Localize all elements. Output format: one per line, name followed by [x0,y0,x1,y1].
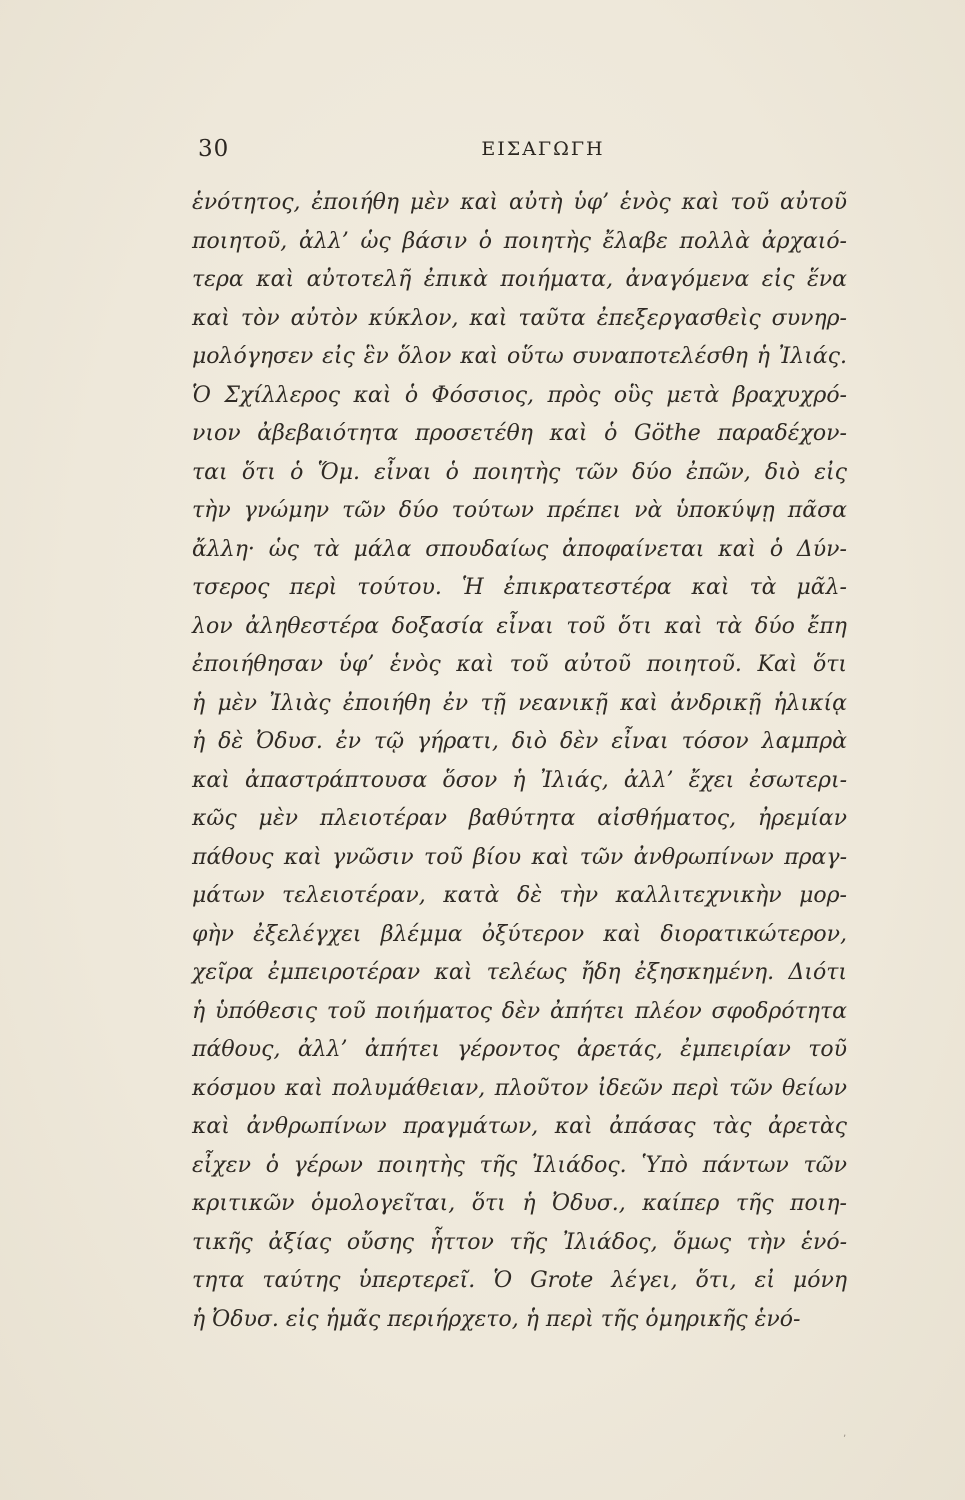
text-line: φὴν ἐξελέγχει βλέμμα ὀξύτερον καὶ διορατικώτερον, [192,921,847,947]
text-line: τικῆς ἀξίας οὔσης ἧττον τῆς Ἰλιάδος, ὅμως τὴν ἑνό- [192,1229,847,1255]
text-line: ἐποιήθησαν ὑφ’ ἑνὸς καὶ τοῦ αὐτοῦ ποιητοῦ. Καὶ ὅτι [192,652,847,677]
text-line: μολόγησεν εἰς ἓν ὅλον καὶ οὕτω συναποτελέσθη ἡ Ἰλιάς. [192,344,847,369]
text-line: ἡ μὲν Ἰλιὰς ἐποιήθη ἐν τῇ νεανικῇ καὶ ἀνδρικῇ ἡλικίᾳ [192,690,847,716]
text-line: εἶχεν ὁ γέρων ποιητὴς τῆς Ἰλιάδος. Ὑπὸ πάντων τῶν [192,1152,847,1178]
text-line: ἡ δὲ Ὀδυσ. ἐν τῷ γήρατι, διὸ δὲν εἶναι τόσον λαμπρὰ [192,729,847,754]
body-text [192,184,847,1339]
text-line: κόσμου καὶ πολυμάθειαν, πλοῦτον ἰδεῶν περὶ τῶν θείων [192,1075,847,1101]
text-line: καὶ ἀπαστράπτουσα ὅσον ἡ Ἰλιάς, ἀλλ’ ἔχει ἐσωτερι- [192,767,847,793]
text-line: τὴν γνώμην τῶν δύο τούτων πρέπει νὰ ὑποκύψῃ πᾶσα [192,498,847,523]
text-line: τητα ταύτης ὑπερτερεῖ. Ὁ Grote λέγει, ὅτι, εἰ μόνη [192,1268,847,1293]
text-line: ποιητοῦ, ἀλλ’ ὡς βάσιν ὁ ποιητὴς ἔλαβε πολλὰ ἀρχαιό- [192,228,847,254]
page-number: 30 [198,136,230,162]
running-title: ΕΙΣΑΓΩΓΗ [481,138,605,160]
text-line: κῶς μὲν πλειοτέραν βαθύτητα αἰσθήματος, ἠρεμίαν [192,806,847,831]
text-line: λον ἀληθεστέρα δοξασία εἶναι τοῦ ὅτι καὶ τὰ δύο ἔπη [192,613,847,639]
text-line: ἡ ὑπόθεσις τοῦ ποιήματος δὲν ἀπήτει πλέον σφοδρότητα [192,998,847,1024]
text-line: τερα καὶ αὐτοτελῆ ἐπικὰ ποιήματα, ἀναγόμενα εἰς ἕνα [192,267,847,292]
text-line: κριτικῶν ὁμολογεῖται, ὅτι ἡ Ὀδυσ., καίπερ τῆς ποιη- [192,1191,847,1216]
running-head [198,136,848,166]
text-line: καὶ τὸν αὐτὸν κύκλον, καὶ ταῦτα ἐπεξεργασθεὶς συνηρ- [192,305,847,331]
text-line: μάτων τελειοτέραν, κατὰ δὲ τὴν καλλιτεχνικὴν μορ- [192,883,847,908]
text-line: ται ὅτι ὁ Ὅμ. εἶναι ὁ ποιητὴς τῶν δύο ἐπῶν, διὸ εἰς [192,459,847,485]
text-line: νιον ἀβεβαιότητα προσετέθη καὶ ὁ Göthe παραδέχον- [192,421,847,446]
text-line: Ὁ Σχίλλερος καὶ ὁ Φόσσιος, πρὸς οὓς μετὰ βραχυχρό- [192,382,847,408]
text-line: τσερος περὶ τούτου. Ἡ ἐπικρατεστέρα καὶ τὰ μᾶλ- [192,575,847,600]
text-line: πάθους καὶ γνῶσιν τοῦ βίου καὶ τῶν ἀνθρωπίνων πραγ- [192,844,847,870]
text-line: ἄλλη· ὡς τὰ μάλα σπουδαίως ἀποφαίνεται καὶ ὁ Δύν- [192,536,847,562]
text-line: χεῖρα ἐμπειροτέραν καὶ τελέως ἤδη ἐξησκημένη. Διότι [192,960,847,985]
text-line: καὶ ἀνθρωπίνων πραγμάτων, καὶ ἀπάσας τὰς ἀρετὰς [192,1114,847,1139]
paper-speck: ‚ [843,1428,847,1439]
text-line: ἡ Ὀδυσ. εἰς ἡμᾶς περιήρχετο, ἡ περὶ τῆς ὁμηρικῆς ἑνό- [192,1306,801,1332]
text-line: ἑνότητος, ἐποιήθη μὲν καὶ αὐτὴ ὑφ’ ἑνὸς καὶ τοῦ αὐτοῦ [192,190,847,215]
text-line: πάθους, ἀλλ’ ἀπήτει γέροντος ἀρετάς, ἐμπειρίαν τοῦ [192,1037,847,1062]
